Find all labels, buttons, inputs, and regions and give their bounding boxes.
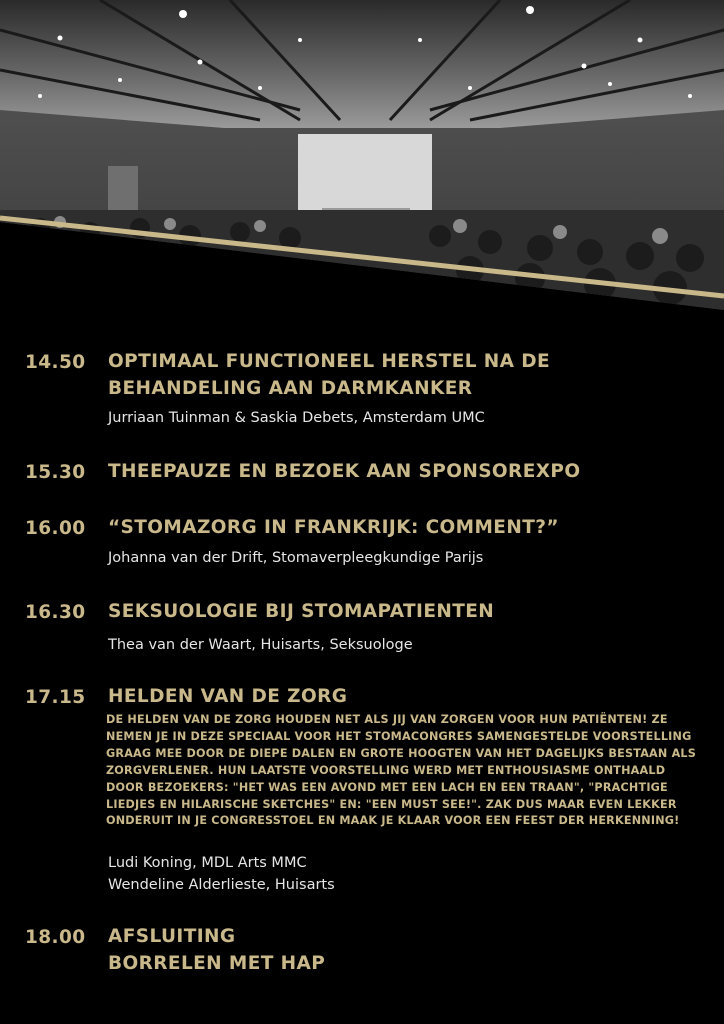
time-1630: 16.30 bbox=[25, 602, 86, 623]
session-description: DE HELDEN VAN DE ZORG HOUDEN NET ALS JIJ VAN ZORGEN VOOR HUN PATIËNTEN! ZE NEMEN JE IN DEZE SPECIAAL VOOR HET STOMACONGRES SAMENGESTELDE VOORSTELLING GRAAG MEE DOOR DE DIEPE DALEN EN GROTE HOOGTEN VAN HET DAGELIJKS BESTAAN ALS ZORGVERLENER. HUN LAATSTE VOORSTELLING WERD MET ENTHOUSIASME ONTHAALD DOOR BEZOEKERS: "HET WAS EEN AVOND MET EEN LACH EN EEN TRAAN", "PRACHTIGE LIEDJES EN HILARISCHE SKETCHES" EN: "EEN MUST SEE!". ZAK DUS MAAR EVEN LEKKER ONDERUIT IN JE CONGRESSTOEL EN MAAK JE KLAAR VOOR EEN FEEST DER HERKENNING! bbox=[106, 713, 697, 828]
title-line: OPTIMAAL FUNCTIONEEL HERSTEL NA DE bbox=[108, 351, 551, 372]
title-line: AFSLUITING bbox=[108, 926, 236, 947]
title-line: HELDEN VAN DE ZORG bbox=[108, 686, 348, 707]
session-title-afsluiting bbox=[108, 923, 325, 977]
session-title-stomazorg bbox=[108, 514, 559, 541]
time-1800: 18.00 bbox=[25, 927, 86, 948]
speaker-line: Wendeline Alderlieste, Huisarts bbox=[108, 877, 335, 893]
time-1715: 17.15 bbox=[25, 687, 86, 708]
title-line: SEKSUOLOGIE BIJ STOMAPATIENTEN bbox=[108, 601, 495, 622]
speaker-line: Johanna van der Drift, Stomaverpleegkundige Parijs bbox=[108, 550, 484, 566]
speaker-line: Jurriaan Tuinman & Saskia Debets, Amsterdam UMC bbox=[108, 410, 485, 426]
title-line: BORRELEN MET HAP bbox=[108, 953, 326, 974]
time-1600: 16.00 bbox=[25, 518, 86, 539]
session-title-herstel bbox=[108, 348, 550, 402]
title-line: “STOMAZORG IN FRANKRIJK: COMMENT?” bbox=[108, 517, 559, 538]
speaker-line: Thea van der Waart, Huisarts, Seksuologe bbox=[108, 637, 413, 653]
session-title-theepauze bbox=[108, 458, 581, 485]
title-line: THEEPAUZE EN BEZOEK AAN SPONSOREXPO bbox=[108, 461, 581, 482]
time-1530: 15.30 bbox=[25, 462, 86, 483]
session-title-seksuologie bbox=[108, 598, 494, 625]
title-line: BEHANDELING AAN DARMKANKER bbox=[108, 378, 473, 399]
session-title-helden bbox=[108, 683, 347, 710]
time-1450: 14.50 bbox=[25, 352, 86, 373]
speaker-line: Ludi Koning, MDL Arts MMC bbox=[108, 855, 307, 871]
